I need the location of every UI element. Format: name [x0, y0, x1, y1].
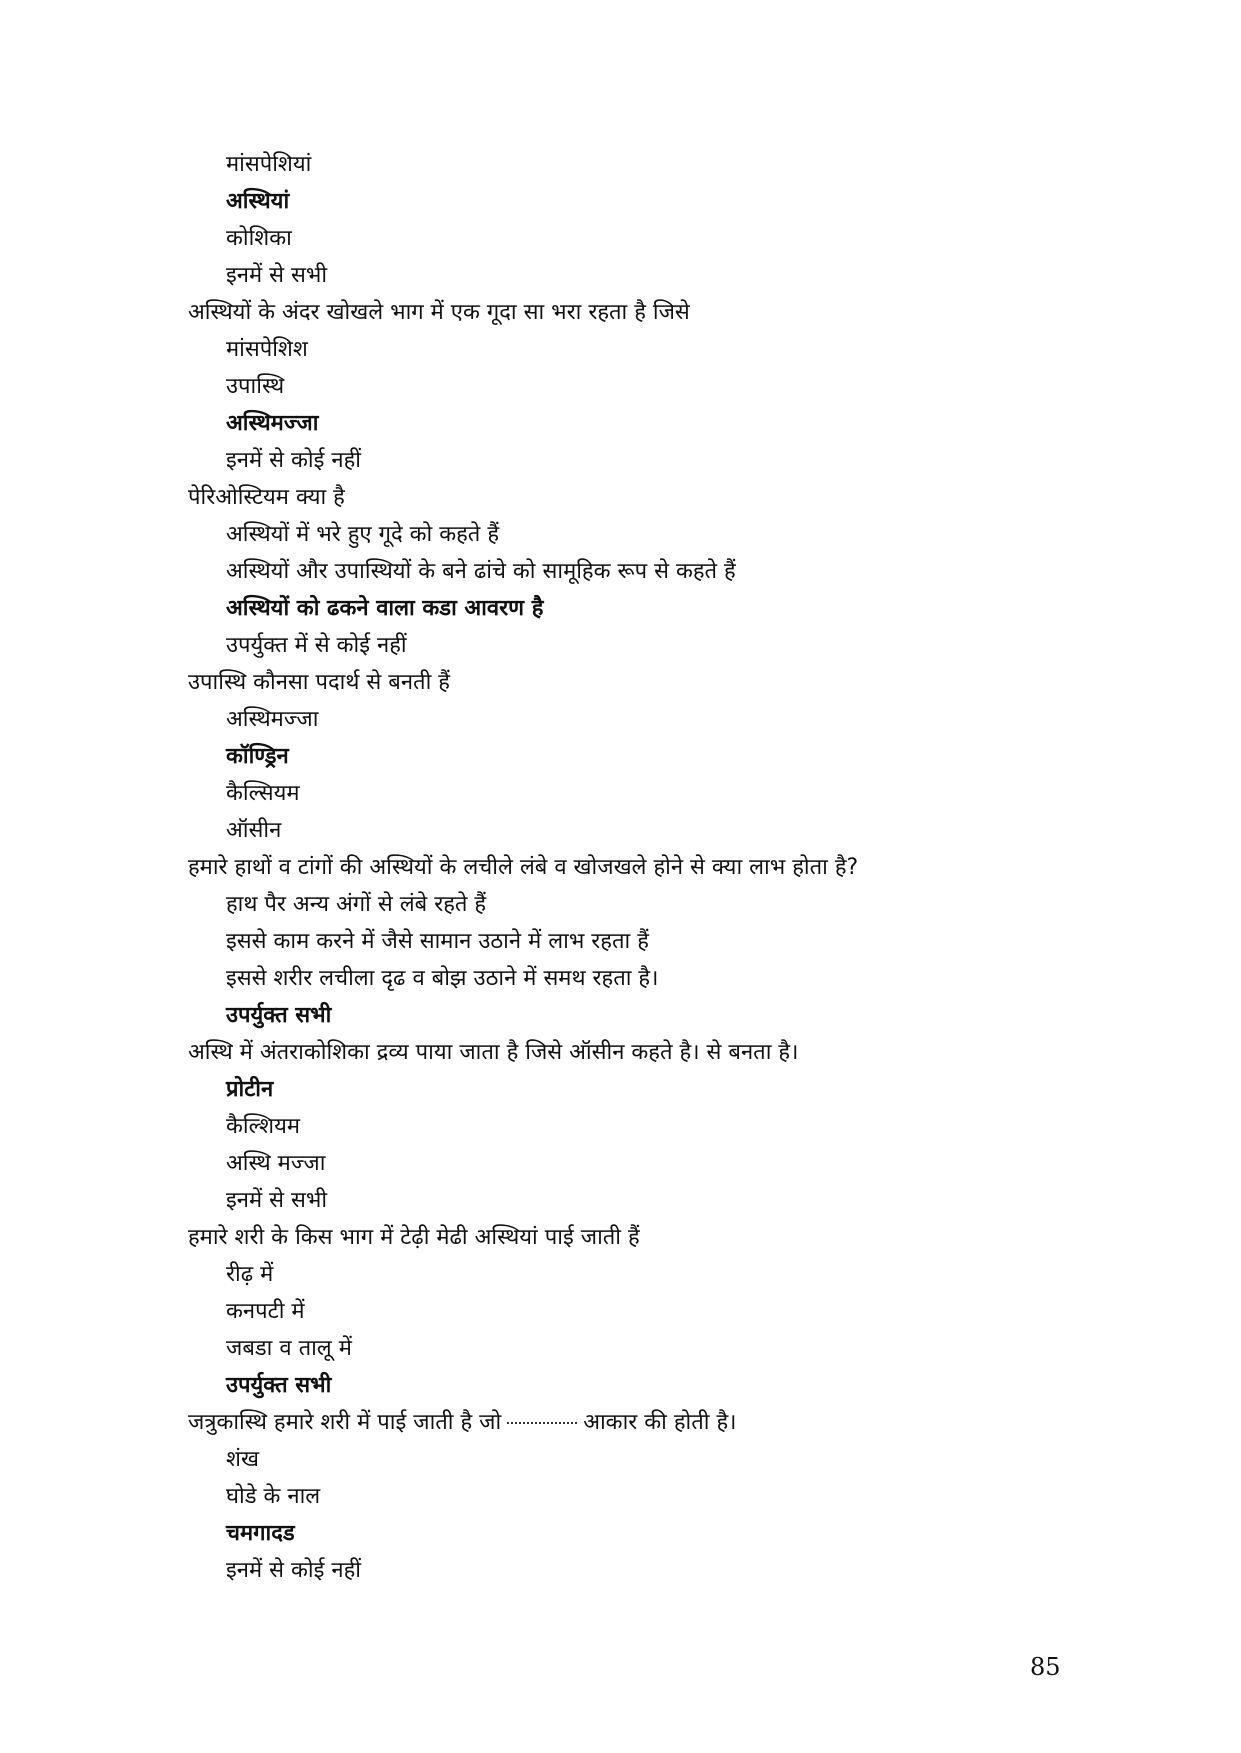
question-text: हमारे शरी के किस भाग में टेढ़ी मेढी अस्थियां पाई जाती हैं [188, 1225, 640, 1250]
question-text: हमारे हाथों व टांगों की अस्थियों के लचीले लंबे व खोजखले होने से क्या लाभ होता है? [188, 855, 859, 880]
answer-option-correct: उपर्युक्त सभी [226, 1003, 332, 1028]
question-text [188, 1404, 1148, 1441]
answer-option-correct: अस्थियां [226, 189, 290, 214]
page-number: 85 [1030, 1653, 1061, 1681]
question-text-before-blank: जत्रुकास्थि हमारे शरी में पाई जाती है जो [188, 1410, 502, 1435]
answer-option: शंख [226, 1447, 259, 1472]
answer-option: अस्थियों और उपास्थियों के बने ढांचे को सामूहिक रूप से कहते हैं [226, 559, 736, 584]
question-text-after-blank: आकार की होती है। [583, 1410, 737, 1435]
answer-option-correct: अस्थिमज्जा [226, 411, 319, 436]
answer-option: इनमें से कोई नहीं [226, 448, 362, 473]
answer-option: इनमें से सभी [226, 263, 328, 288]
answer-option-correct: चमगादड [226, 1521, 295, 1546]
answer-option: घोडे के नाल [226, 1484, 321, 1509]
answer-option-correct: प्रोटीन [226, 1077, 274, 1102]
answer-option: ऑसीन [226, 818, 282, 843]
answer-option: हाथ पैर अन्य अंगों से लंबे रहते हैं [226, 892, 487, 917]
answer-option: उपर्युक्त में से कोई नहीं [226, 633, 407, 658]
answer-option: इससे काम करने में जैसे सामान उठाने में लाभ रहता हैं [226, 929, 649, 954]
answer-option: इनमें से कोई नहीं [226, 1558, 362, 1583]
question-text: उपास्थि कौनसा पदार्थ से बनती हैं [188, 670, 450, 695]
answer-option: कोशिका [226, 226, 292, 251]
question-text: अस्थियों के अंदर खोखले भाग में एक गूदा सा भरा रहता है जिसे [188, 300, 690, 325]
answer-option: इनमें से सभी [226, 1188, 328, 1213]
question-text: पेरिओस्टियम क्या है [188, 485, 345, 510]
answer-option: उपास्थि [226, 374, 285, 399]
answer-option-correct: उपर्युक्त सभी [226, 1373, 332, 1398]
answer-option: अस्थिमज्जा [226, 707, 319, 732]
answer-option-correct: कॉण्ड्रिन [226, 744, 289, 769]
answer-option: कनपटी में [226, 1299, 305, 1324]
question-text: अस्थि में अंतराकोशिका द्रव्य पाया जाता है जिसे ऑसीन कहते है। से बनता है। [188, 1040, 799, 1065]
answer-option: अस्थियों में भरे हुए गूदे को कहते हैं [226, 522, 500, 547]
answer-option: कैल्सियम [226, 781, 300, 806]
answer-option: कैल्शियम [226, 1114, 301, 1139]
answer-option: रीढ़ में [226, 1262, 274, 1287]
answer-option-correct: अस्थियों को ढकने वाला कडा आवरण है [226, 596, 544, 621]
answer-option: इससे शरीर लचीला दृढ व बोझ उठाने में समथ रहता है। [226, 966, 659, 991]
answer-option: मांसपेशिश [226, 337, 308, 362]
answer-option: जबडा व तालू में [226, 1336, 352, 1361]
answer-option: अस्थि मज्जा [226, 1151, 326, 1176]
quiz-content [188, 146, 1148, 1589]
answer-option: मांसपेशियां [226, 152, 312, 177]
fill-in-blank [507, 1422, 577, 1424]
